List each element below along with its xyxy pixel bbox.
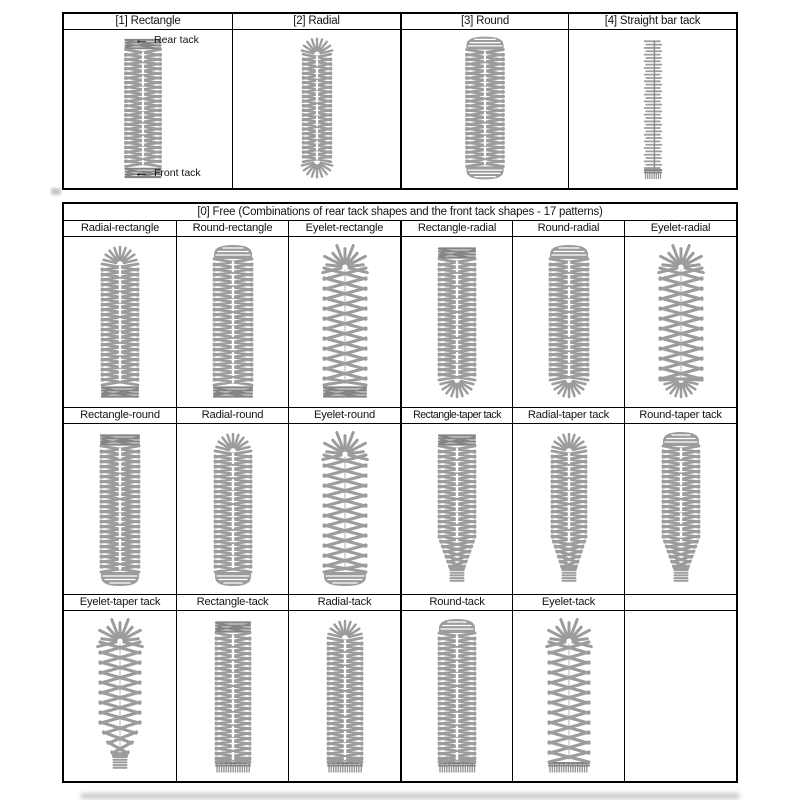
free-table-title: [0] Free (Combinations of rear tack shapes and the front tack shapes - 17 patterns) [64,204,736,221]
stitch-pattern-round-taper-tack [626,427,736,591]
stitch-pattern-eyelet-taper-tack [65,614,175,778]
pattern-cell [400,237,512,408]
tack-shape-cell [400,30,568,188]
stitch-pattern-rectangle-round [65,427,175,591]
pattern-label: Eyelet-tack [512,595,624,611]
pattern-label: Rectangle-round [64,408,176,424]
front-tack-label: Front tack [154,167,201,179]
pattern-label: Radial-round [176,408,288,424]
stitch-pattern-rectangle-taper-tack [402,427,512,591]
tack-shape-table [62,12,738,190]
tack-shape-header: [2] Radial [232,14,400,30]
stitch-pattern-radial-rectangle [65,240,175,404]
pattern-label: Rectangle-tack [176,595,288,611]
pattern-label: Eyelet-round [288,408,400,424]
pattern-cell [624,237,736,408]
tack-shape-header: [4] Straight bar tack [568,14,736,30]
tack-shape-cell [232,30,400,188]
left-arrow-icon: ← [134,164,149,181]
pattern-cell [624,424,736,595]
stitch-pattern-round-tack [402,614,512,778]
free-combination-table [62,202,738,783]
stitch-pattern-2-radial [266,32,368,184]
pattern-cell [176,424,288,595]
scan-smudge-left [51,188,61,195]
pattern-label: Radial-rectangle [64,221,176,237]
pattern-cell [512,611,624,781]
pattern-cell [288,611,400,781]
rear-tack-annotation [134,31,199,48]
pattern-cell [64,237,176,408]
pattern-cell [400,611,512,781]
pattern-cell [64,424,176,595]
pattern-label: Rectangle-radial [400,221,512,237]
pattern-label: Round-radial [512,221,624,237]
empty-cell [624,611,736,781]
stitch-pattern-radial-round [178,427,288,591]
pattern-cell [176,611,288,781]
pattern-label: Eyelet-rectangle [288,221,400,237]
stitch-pattern-eyelet-rectangle [290,240,400,404]
pattern-cell [400,424,512,595]
pattern-label: Round-taper tack [624,408,736,424]
stitch-pattern-4-straight-bar-tack [602,32,704,184]
tack-shape-header: [3] Round [400,14,568,30]
left-arrow-icon: ← [134,31,149,48]
stitch-pattern-round-radial [514,240,624,404]
pattern-cell [512,424,624,595]
stitch-pattern-eyelet-round [290,427,400,591]
stitch-pattern-rectangle-radial [402,240,512,404]
front-tack-annotation [134,164,201,181]
pattern-cell [512,237,624,408]
pattern-label: Eyelet-taper tack [64,595,176,611]
pattern-label: Round-tack [400,595,512,611]
stitch-pattern-round-rectangle [178,240,288,404]
pattern-label: Eyelet-radial [624,221,736,237]
stitch-pattern-rectangle-tack [178,614,288,778]
pattern-label: Rectangle-taper tack [400,408,512,424]
stitch-pattern-radial-tack [290,614,400,778]
pattern-cell [288,237,400,408]
stitch-pattern-eyelet-radial [626,240,736,404]
stitch-pattern-radial-taper-tack [514,427,624,591]
pattern-cell [64,611,176,781]
tack-shape-header: [1] Rectangle [64,14,232,30]
stitch-pattern-1-rectangle [92,32,194,184]
stitch-pattern-3-round [434,32,536,184]
pattern-cell [288,424,400,595]
pattern-label: Radial-tack [288,595,400,611]
scan-smudge-bottom [80,793,740,799]
tack-shape-cell [568,30,736,188]
rear-tack-label: Rear tack [154,34,199,46]
stitch-pattern-eyelet-tack [514,614,624,778]
empty-label-cell [624,595,736,611]
pattern-cell [176,237,288,408]
pattern-label: Round-rectangle [176,221,288,237]
pattern-label: Radial-taper tack [512,408,624,424]
tack-shape-cell [64,30,232,188]
